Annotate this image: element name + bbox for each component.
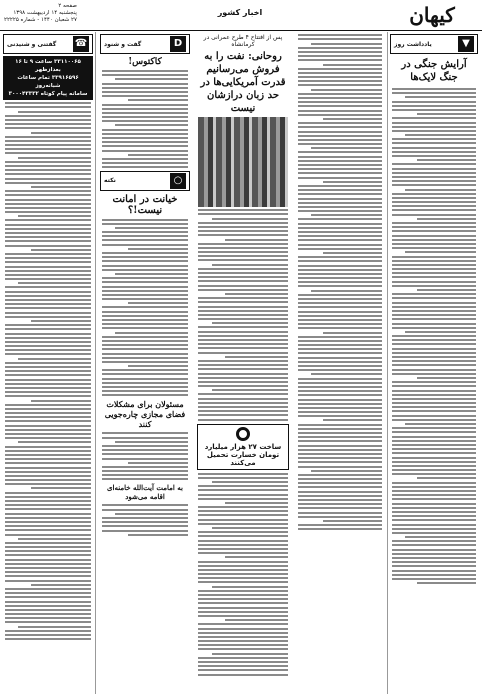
article-body	[198, 473, 288, 676]
editorial-headline: آرایش جنگی در جنگ لایک‌ها	[401, 59, 467, 83]
section-tag: ☎ گفتنی و شنیدنی	[3, 34, 93, 54]
article-body	[102, 70, 188, 168]
logo: کیهان	[409, 3, 455, 27]
section-tag-2: ○ نکته	[100, 171, 190, 191]
news-headline: مسئولان برای مشکلات فضای مجازی چاره‌جویی کنند	[104, 399, 186, 430]
article-body	[102, 432, 188, 480]
tag-icon: ○	[170, 173, 186, 189]
article-body	[198, 209, 288, 420]
masthead	[0, 0, 482, 31]
tag-icon: D	[170, 36, 186, 52]
phone-line-2: ۳۳۹۱۶۵۹۶ تمام ساعات شبانه‌روز	[17, 75, 79, 89]
side-headline: ساخت ۲۷ هزار میلیارد تومان خسارت تحمیل می‌کنند	[204, 442, 282, 467]
opinion-title: کاکتوس!	[128, 57, 162, 67]
section-title: اخبار کشور	[217, 8, 263, 17]
article-body	[298, 34, 382, 530]
circle-icon	[236, 427, 250, 441]
opinion-headline: خیانت در امانت نیست!؟	[112, 193, 178, 216]
kicker: پس از افتتاح ۴ طرح عمرانی در کرمانشاه	[203, 34, 283, 48]
issue-info: صفحه ۲ پنجشنبه ۱۴ اردیبهشت ۱۳۹۸ ۲۷ شعبان ۱۴۴۰ - شماره ۲۲۲۲۵	[4, 3, 77, 23]
column-lead	[194, 32, 292, 694]
messages-body	[5, 102, 91, 640]
column-opinion	[98, 32, 192, 694]
tag-icon: ☎	[73, 36, 89, 52]
phone-line-1: ۳۳۱۱۰۰۶۵ ساعت ۹ تا ۱۶ بعدازظهر	[15, 59, 81, 73]
lead-photo	[198, 117, 288, 207]
side-box	[197, 424, 289, 470]
tag-icon: ▼	[458, 36, 474, 52]
column-news	[294, 32, 386, 694]
sms-line: سامانه پیام کوتاه ۳۰۰۰۴۳۳۳۲	[8, 91, 88, 97]
column-editorial	[387, 32, 480, 694]
article-body	[102, 219, 188, 397]
article-body	[102, 504, 188, 535]
contact-box	[3, 56, 93, 100]
lead-headline: روحانی: نفت را به فروش می‌رسانیم قدرت آمریکایی‌ها در حد زبان درازشان نیست	[200, 51, 286, 114]
column-reader-messages	[1, 32, 96, 694]
article-body	[392, 88, 476, 584]
section-tag: ▼ یادداشت روز	[390, 34, 478, 54]
section-tag: D گفت و شنود	[100, 34, 190, 54]
news-headline-2: به امامت آیت‌الله خامنه‌ای اقامه می‌شود	[107, 483, 183, 502]
